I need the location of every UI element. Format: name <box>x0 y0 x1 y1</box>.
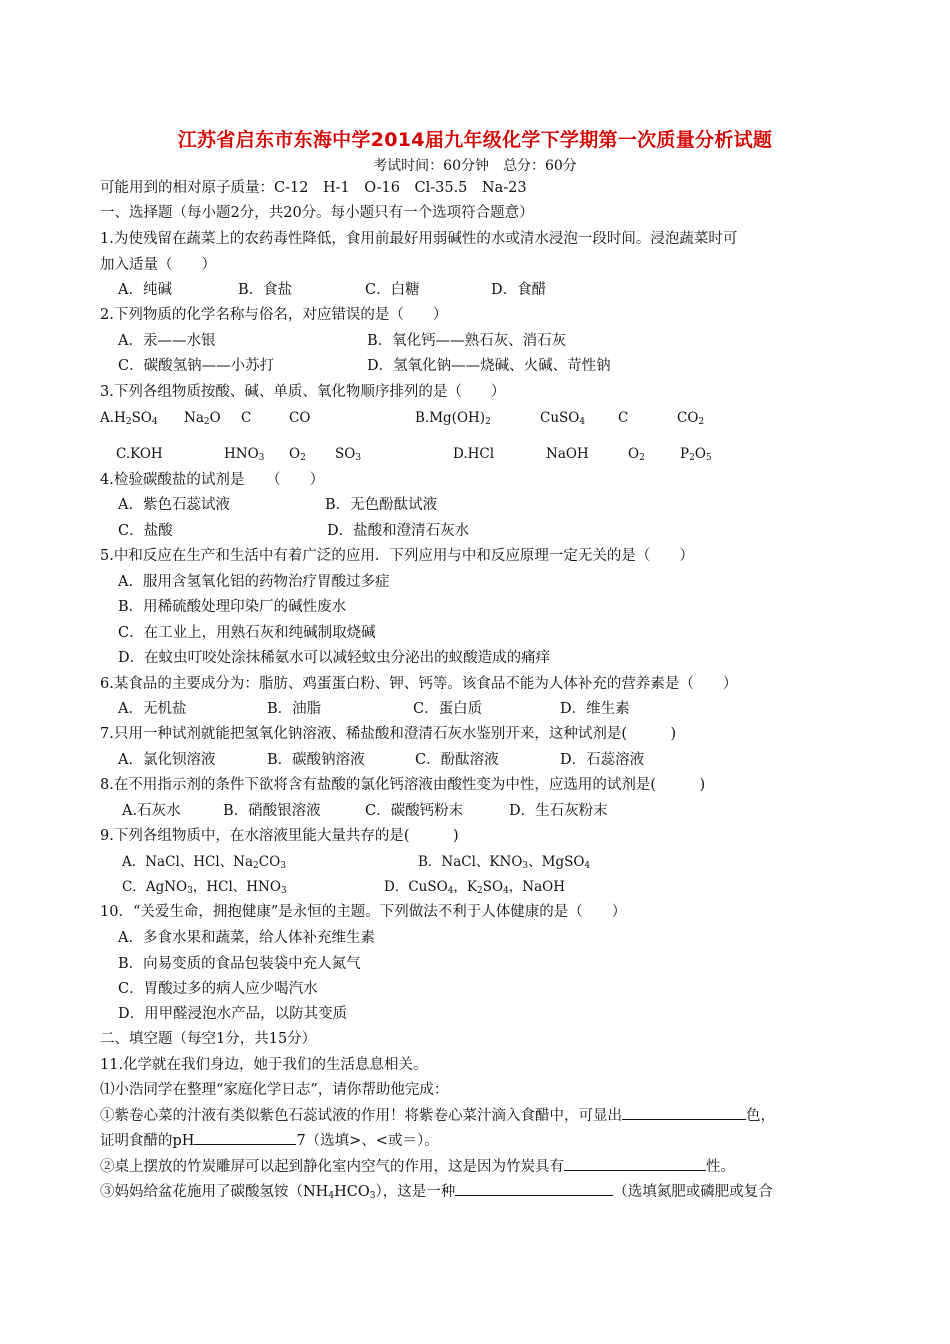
q9-options-row1 <box>122 851 822 873</box>
q9-stem: 9.下列各组物质中，在水溶液里能大量共存的是( ) <box>100 828 459 844</box>
q2-option-a: A．汞——水银 <box>118 333 216 349</box>
q5-stem: 5.中和反应在生产和生活中有着广泛的应用．下列应用与中和反应原理一定无关的是（ ） <box>100 548 694 564</box>
q11-item1-cont: 证明食醋的pH 7（选填>、<或＝）。 <box>100 1130 439 1152</box>
q3-stem: 3.下列各组物质按酸、碱、单质、氧化物顺序排列的是（ ） <box>100 384 506 400</box>
q3-b-co2: $CO_2$ <box>677 410 705 427</box>
q3-options-row1 <box>100 407 800 429</box>
q3-d-naoh: NaOH <box>546 446 589 462</box>
q1-stem-line1: 1.为使残留在蔬菜上的农药毒性降低，食用前最好用弱碱性的水或清水浸泡一段时间。浸泡蔬菜时可 <box>100 231 738 247</box>
q6-stem: 6.某食品的主要成分为：脂肪、鸡蛋蛋白粉、钾、钙等。该食品不能为人体补充的营养素是（ ） <box>100 676 738 692</box>
q5-option-d: D．在蚊虫叮咬处涂抹稀氨水可以减轻蚊虫分泌出的蚁酸造成的痛痒 <box>118 650 551 666</box>
q4-options-row2 <box>118 520 618 542</box>
q6-options <box>118 698 718 720</box>
q5-option-a: A．服用含氢氧化铝的药物治疗胃酸过多症 <box>118 574 390 590</box>
atomic-mass-note: 可能用到的相对原子质量：C-12 H-1 O-16 Cl-35.5 Na-23 <box>100 180 527 196</box>
q7-stem: 7.只用一种试剂就能把氢氧化钠溶液、稀盐酸和澄清石灰水鉴别开来，这种试剂是( ) <box>100 726 677 742</box>
answer-blank-ph[interactable] <box>194 1130 296 1145</box>
q5-option-c: C．在工业上，用熟石灰和纯碱制取烧碱 <box>118 625 376 641</box>
q1-option-a: A．纯碱 <box>118 282 172 298</box>
q3-a-na2o: $Na_2O$ <box>184 410 221 427</box>
q9-options-row2 <box>122 876 822 898</box>
section-1-heading: 一、选择题（每小题2分，共20分。每小题只有一个选项符合题意） <box>100 205 534 221</box>
q7-option-c: C．酚酞溶液 <box>415 752 499 768</box>
q7-options <box>118 749 718 771</box>
section-2-heading: 二、填空题（每空1分，共15分） <box>100 1031 317 1047</box>
q3-c-so3: $SO_3$ <box>335 446 362 463</box>
q10-option-b: B．向易变质的食品包装袋中充人氮气 <box>118 956 361 972</box>
q9-option-a: A．NaCl、HCl、$Na_2CO_3$ <box>122 854 286 871</box>
q3-a-c: C <box>241 410 252 426</box>
q7-option-b: B．碳酸钠溶液 <box>267 752 365 768</box>
q3-b-cuso4: CuSO$_4$ <box>540 410 586 427</box>
page-title: 江苏省启东市东海中学2014届九年级化学下学期第一次质量分析试题 <box>177 129 773 151</box>
q3-option-a: $A.H_2SO_4$ <box>100 410 158 427</box>
q7-option-d: D．石蕊溶液 <box>560 752 645 768</box>
q3-options-row2 <box>100 443 800 465</box>
q8-stem: 8.在不用指示剂的条件下欲将含有盐酸的氯化钙溶液由酸性变为中性，应选用的试剂是( ) <box>100 777 706 793</box>
q3-b-c: C <box>618 410 629 426</box>
q11-item1: ①紫卷心菜的汁液有类似紫色石蕊试液的作用！将紫卷心菜汁滴入食醋中，可显出 色， <box>100 1105 775 1127</box>
q6-option-b: B．油脂 <box>267 701 322 717</box>
q3-d-p2o5: $P_2O_5$ <box>680 446 712 463</box>
q10-stem: 10．“关爱生命，拥抱健康”是永恒的主题。下列做法不利于人体健康的是（ ） <box>100 904 627 920</box>
q2-option-d: D．氢氧化钠——烧碱、火碱、苛性钠 <box>367 358 611 374</box>
q9-option-d: D．CuSO$_4$，$K_2SO_4$，NaOH <box>384 879 565 896</box>
q4-stem: 4.检验碳酸盐的试剂是 （ ） <box>100 472 325 488</box>
q3-option-d: D.HCl <box>453 446 495 462</box>
q8-option-a: A.石灰水 <box>122 803 181 819</box>
q4-options-row1 <box>118 494 618 516</box>
q3-a-co: CO <box>289 410 311 426</box>
q4-option-a: A．紫色石蕊试液 <box>118 497 230 513</box>
exam-info: 考试时间：60分钟 总分：60分 <box>373 158 577 174</box>
answer-blank-property[interactable] <box>564 1156 706 1171</box>
q9-option-c: C．AgNO$_3$，HCl、$HNO_3$ <box>122 879 287 896</box>
q2-options-row2 <box>118 355 818 377</box>
q11-stem: 11.化学就在我们身边，她于我们的生活息息相关。 <box>100 1057 428 1073</box>
q8-option-d: D．生石灰粉末 <box>509 803 608 819</box>
q8-options <box>122 800 722 822</box>
q11-part1: ⑴小浩同学在整理“家庭化学日志”，请你帮助他完成： <box>100 1082 449 1098</box>
q2-options-row1 <box>118 330 818 352</box>
q1-option-d: D．食醋 <box>491 282 547 298</box>
q11-item2: ②桌上摆放的竹炭雕屏可以起到静化室内空气的作用，这是因为竹炭具有 性。 <box>100 1156 735 1178</box>
q3-d-o2: $O_2$ <box>628 446 645 463</box>
q6-option-c: C．蛋白质 <box>413 701 483 717</box>
q3-c-o2: $O_2$ <box>289 446 306 463</box>
q8-option-b: B．硝酸银溶液 <box>223 803 321 819</box>
q6-option-d: D．维生素 <box>560 701 630 717</box>
q2-option-c: C．碳酸氢钠——小苏打 <box>118 358 275 374</box>
q10-option-a: A．多食水果和蔬菜，给人体补充维生素 <box>118 930 375 946</box>
q8-option-c: C．碳酸钙粉末 <box>365 803 464 819</box>
q2-option-b: B．氧化钙——熟石灰、消石灰 <box>367 333 567 349</box>
q10-option-d: D．用甲醛浸泡水产品，以防其变质 <box>118 1006 348 1022</box>
answer-blank-fertilizer[interactable] <box>455 1181 613 1196</box>
q3-option-b: $B.Mg(OH)_2$ <box>415 410 491 427</box>
q5-option-b: B．用稀硫酸处理印染厂的碱性废水 <box>118 599 347 615</box>
q4-option-d: D．盐酸和澄清石灰水 <box>327 523 470 539</box>
q1-options <box>118 279 618 301</box>
q1-option-b: B．食盐 <box>238 282 293 298</box>
q7-option-a: A．氯化钡溶液 <box>118 752 216 768</box>
q1-option-c: C．白糖 <box>365 282 420 298</box>
answer-blank-color[interactable] <box>622 1105 746 1120</box>
q3-option-c: C.KOH <box>116 446 163 462</box>
q10-option-c: C．胃酸过多的病人应少喝汽水 <box>118 981 318 997</box>
q4-option-c: C．盐酸 <box>118 523 173 539</box>
q11-item3: ③妈妈给盆花施用了碳酸氢铵$(NH_4HCO_3)$，这是一种 （选填氮肥或磷肥或复合 <box>100 1181 773 1203</box>
q3-c-hno3: $HNO_3$ <box>224 446 265 463</box>
q9-option-b: B．NaCl、$KNO_3$、MgSO$_4$ <box>418 854 591 871</box>
q1-stem-line2: 加入适量（ ） <box>100 257 216 273</box>
q6-option-a: A．无机盐 <box>118 701 187 717</box>
q4-option-b: B．无色酚酞试液 <box>325 497 438 513</box>
q2-stem: 2.下列物质的化学名称与俗名，对应错误的是（ ） <box>100 307 448 323</box>
